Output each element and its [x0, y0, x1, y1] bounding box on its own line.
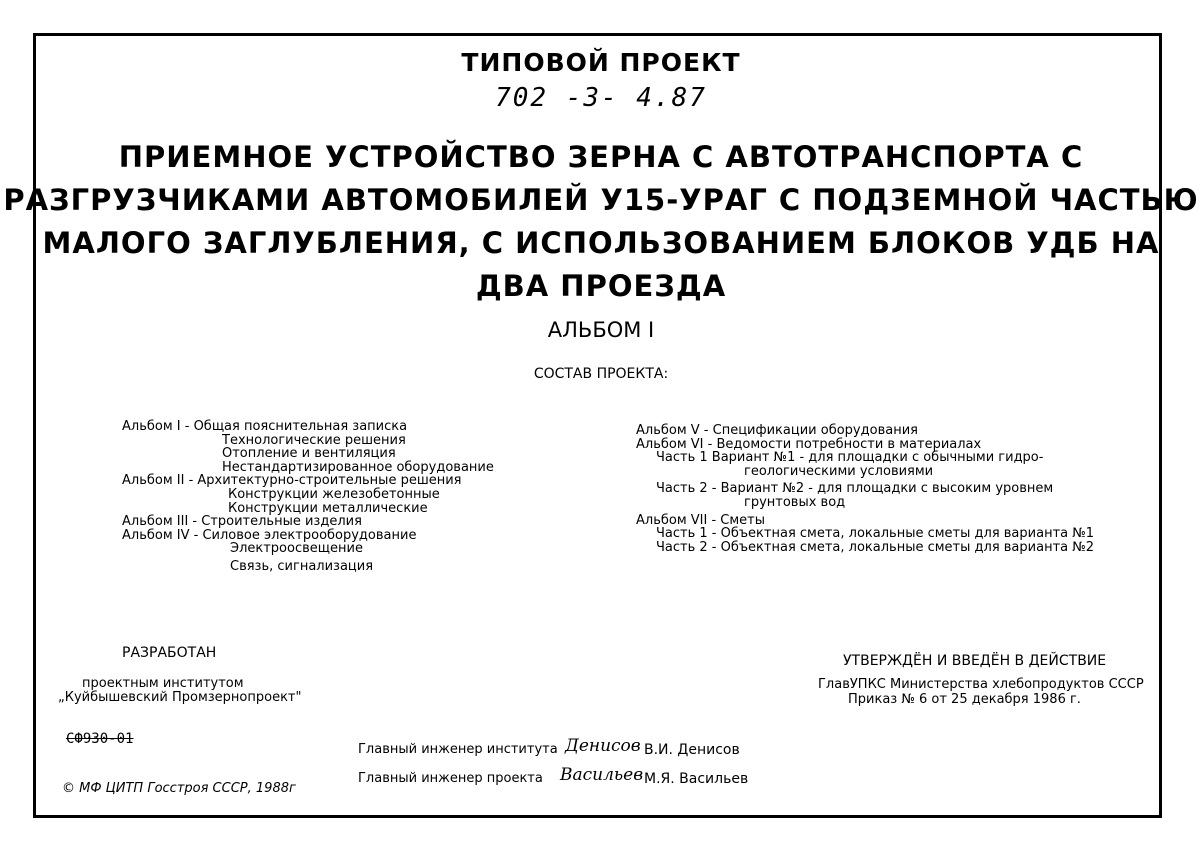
list-item: грунтовых вод — [744, 494, 846, 510]
list-item: Альбом I - Общая пояснительная записка — [122, 419, 408, 434]
list-item: Альбом IV - Силовое электрооборудование — [122, 527, 417, 543]
document-code: СФ930-01 — [66, 731, 134, 747]
title-line-2: РАЗГРУЗЧИКАМИ АВТОМОБИЛЕЙ У15-УРАГ С ПОДЗЕМНОЙ ЧАСТЬЮ — [3, 183, 1199, 217]
developed-line-1: проектным институтом — [82, 676, 244, 691]
approved-line-1: ГлавУПКС Министерства хлебопродуктов СССР — [818, 677, 1144, 692]
title-line-3: МАЛОГО ЗАГЛУБЛЕНИЯ, С ИСПОЛЬЗОВАНИЕМ БЛОКОВ УДБ НА — [42, 226, 1160, 260]
list-item: Часть 2 - Объектная смета, локальные сметы для варианта №2 — [656, 539, 1095, 555]
composition-right-list — [636, 424, 1094, 554]
list-item: Альбом VI - Ведомости потребности в материалах — [636, 436, 982, 452]
title-line-1: ПРИЕМНОЕ УСТРОЙСТВО ЗЕРНА С АВТОТРАНСПОРТА С — [118, 140, 1084, 174]
list-item: Конструкции железобетонные — [228, 486, 440, 502]
signature-1: Денисов — [565, 736, 641, 756]
list-item: Часть 2 - Вариант №2 - для площадки с высоким уровнем — [656, 481, 1054, 497]
title-line-4: ДВА ПРОЕЗДА — [475, 269, 727, 303]
developed-line-2: „Куйбышевский Промзернопроект" — [58, 690, 302, 705]
composition-left-list — [122, 420, 494, 574]
list-item: Альбом VII - Сметы — [636, 512, 766, 528]
album-label: АЛЬБОМ I — [547, 318, 655, 342]
list-item: Электроосвещение — [230, 541, 363, 557]
copyright-note: © МФ ЦИТП Госстроя СССР, 1988г — [62, 781, 296, 796]
list-item: Отопление и вентиляция — [222, 446, 396, 462]
composition-heading: СОСТАВ ПРОЕКТА: — [533, 366, 669, 382]
project-type-label: ТИПОВОЙ ПРОЕКТ — [461, 48, 741, 77]
signature-role-1: Главный инженер института — [358, 742, 558, 757]
list-item: геологическими условиями — [744, 463, 934, 479]
list-item: Альбом II - Архитектурно-строительные решения — [122, 473, 462, 489]
signature-role-2: Главный инженер проекта — [358, 771, 543, 786]
approved-label: УТВЕРЖДЁН И ВВЕДЁН В ДЕЙСТВИЕ — [843, 653, 1107, 669]
approved-line-2: Приказ № 6 от 25 декабря 1986 г. — [848, 692, 1081, 707]
list-item: Конструкции металлические — [228, 500, 428, 516]
project-number: 702 -3- 4.87 — [495, 83, 707, 113]
list-item: Технологические решения — [222, 432, 406, 448]
developed-label: РАЗРАБОТАН — [122, 645, 217, 661]
signature-2: Васильев — [560, 765, 644, 785]
signature-name-2: М.Я. Васильев — [644, 771, 749, 787]
list-item: Нестандартизированное оборудование — [222, 459, 494, 475]
list-item: Альбом III - Строительные изделия — [122, 514, 362, 530]
list-item: Связь, сигнализация — [230, 558, 374, 574]
list-item: Часть 1 - Объектная смета, локальные сметы для варианта №1 — [656, 526, 1095, 542]
list-item: Альбом V - Спецификации оборудования — [636, 423, 918, 438]
signature-name-1: В.И. Денисов — [644, 742, 740, 758]
list-item: Часть 1 Вариант №1 - для площадки с обычными гидро- — [656, 450, 1044, 466]
